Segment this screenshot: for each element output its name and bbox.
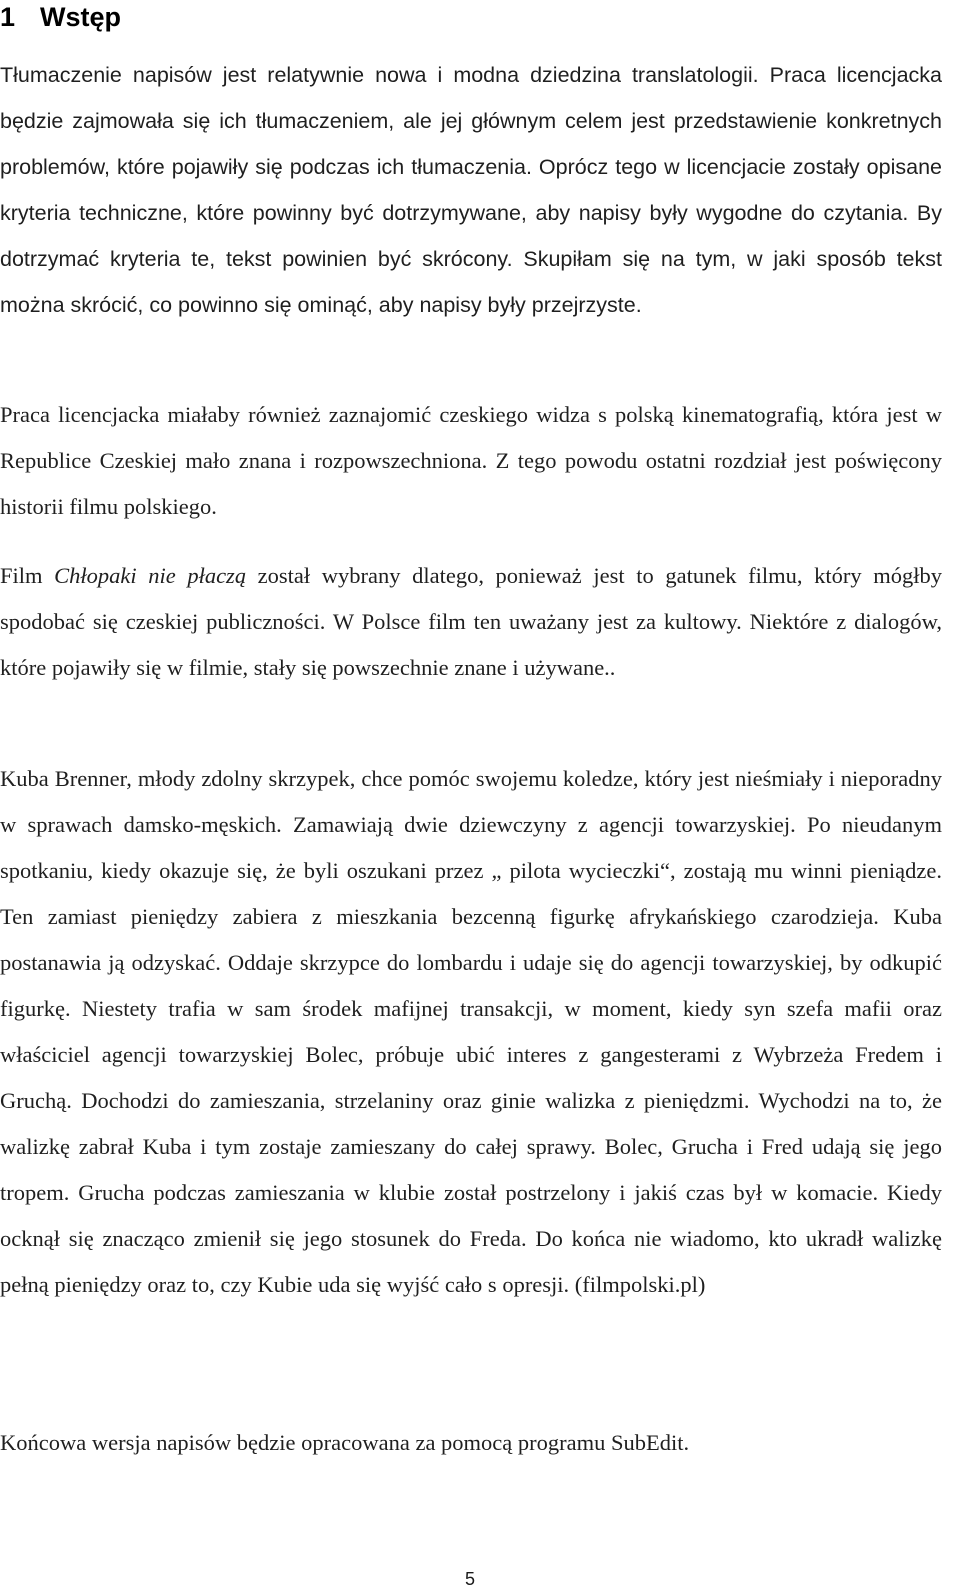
section-title: Wstęp bbox=[40, 2, 121, 32]
plot-paragraph: Kuba Brenner, młody zdolny skrzypek, chce pomóc swojemu koledze, który jest nieśmiały i nieporadny w sprawach damsko-męskich. Zamawiają dwie dziewczyny z agencji towarzyskiej. Po nieudanym spotkaniu, kiedy okazuje się, że byli oszukani przez „ pilota wycieczki“, zostają mu winni pieniądze. Ten zamiast pieniędzy zabiera z mieszkania bezcenną figurkę afrykańskiego czarodzieja. Kuba postanawia ją odzyskać. Oddaje skrzypce do lombardu i udaje się do agencji towarzyskiej, by odkupić figurkę. Niestety trafia w sam środek mafijnej transakcji, w moment, kiedy syn szefa mafii oraz właściciel agencji towarzyskiej Bolec, próbuje ubić interes z gangesterami z Wybrzeża Fredem i Gruchą. Dochodzi do zamieszania, strzelaniny oraz ginie walizka z pieniędzmi. Wychodzi na to, że walizkę zabrał Kuba i tym zostaje zamieszany do całej sprawy. Bolec, Grucha i Fred udają się jego tropem. Grucha podczas zamieszania w klubie został postrzelony i jakiś czas był w komacie. Kiedy ocknął się znacząco zmienił się jego stosunek do Freda. Do końca nie wiadomo, kto ukradł walizkę pełną pieniędzy oraz to, czy Kubie uda się wyjść cało s opresji. (filmpolski.pl) bbox=[0, 766, 942, 1297]
intro-paragraph: Tłumaczenie napisów jest relatywnie nowa i modna dziedzina translatologii. Praca licencjacka będzie zajmowała się ich tłumaczeniem, ale jej głównym celem jest przedstawienie konkretnych problemów, które pojawiły się podczas ich tłumaczenia. Oprócz tego w licencjacie zostały opisane kryteria techniczne, które powinny być dotrzymywane, aby napisy były wygodne do czytania. By dotrzymać kryteria te, tekst powinien być skrócony. Skupiłam się na tym, w jaki sposób tekst można skrócić, co powinno się ominąć, aby napisy były przejrzyste. bbox=[0, 63, 942, 317]
section-number: 1 bbox=[0, 2, 16, 32]
section-heading bbox=[0, 0, 121, 34]
film-paragraph-after: został wybrany dlatego, ponieważ jest to gatunek filmu, który mógłby spodobać się czeskiej publiczności. W Polsce film ten uważany jest za kultowy. Niektóre z dialogów, które pojawiły się w filmie, stały się powszechnie znane i używane.. bbox=[0, 563, 942, 680]
film-paragraph bbox=[0, 553, 942, 691]
film-title: Chłopaki nie płaczą bbox=[54, 563, 247, 588]
cinema-paragraph: Praca licencjacka miałaby również zaznajomić czeskiego widza s polską kinematografią, która jest w Republice Czeskiej mało znana i rozpowszechniona. Z tego powodu ostatni rozdział jest poświęcony historii filmu polskiego. bbox=[0, 402, 942, 519]
closing-paragraph: Końcowa wersja napisów będzie opracowana za pomocą programu SubEdit. bbox=[0, 1430, 690, 1455]
film-paragraph-before: Film bbox=[0, 563, 55, 588]
page-number: 5 bbox=[464, 1569, 475, 1589]
